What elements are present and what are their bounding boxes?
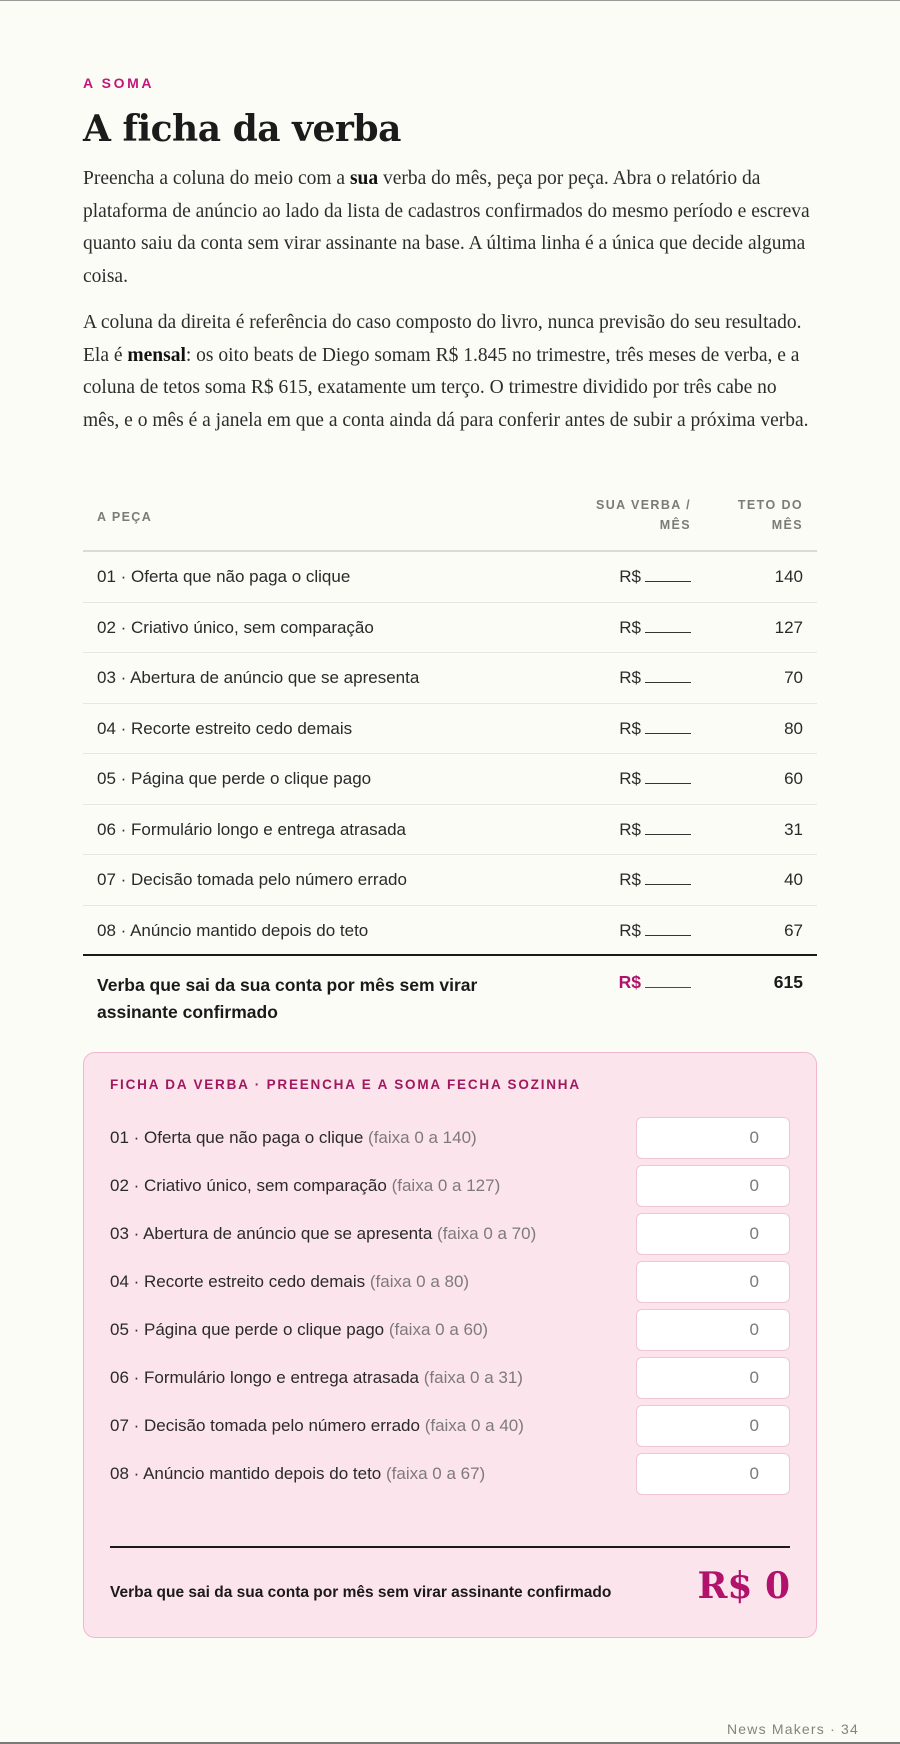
header-verba: SUA VERBA / MÊS (595, 498, 691, 532)
card-total-label: Verba que sai da sua conta por mês sem virar assinante confirmado (110, 1584, 612, 1601)
row-verba-blank: R$ (619, 668, 691, 688)
budget-field (110, 1165, 790, 1207)
budget-field (110, 1261, 790, 1303)
budget-field (110, 1453, 790, 1495)
row-piece-name: 02 · Criativo único, sem comparação (97, 617, 374, 637)
row-cap: 67 (784, 920, 803, 940)
budget-field (110, 1117, 790, 1159)
budget-input[interactable]: 0 (636, 1453, 790, 1495)
row-verba-blank: R$ (619, 719, 691, 739)
budget-field (110, 1309, 790, 1351)
header-teto: TETO DO MÊS (737, 498, 803, 532)
row-cap: 70 (784, 668, 803, 687)
field-label: 08 · Anúncio mantido depois do teto (faixa 0 a 67) (110, 1464, 486, 1483)
field-label: 06 · Formulário longo e entrega atrasada (faixa 0 a 31) (110, 1368, 523, 1387)
table-row (83, 603, 817, 654)
table-row (83, 704, 817, 755)
budget-input[interactable]: 0 (636, 1213, 790, 1255)
budget-table (83, 491, 817, 1042)
table-total-row (83, 956, 817, 1042)
field-label: 01 · Oferta que não paga o clique (faixa 0 a 140) (110, 1128, 477, 1147)
row-verba-blank: R$ (619, 921, 691, 941)
table-row (83, 805, 817, 856)
row-piece-name: 08 · Anúncio mantido depois do teto (97, 920, 369, 940)
row-verba-blank: R$ (619, 870, 691, 890)
table-row (83, 855, 817, 906)
row-cap: 140 (774, 567, 803, 586)
budget-input[interactable]: 0 (636, 1165, 790, 1207)
row-piece-name: 01 · Oferta que não paga o clique (97, 567, 351, 586)
table-header (83, 491, 817, 552)
field-label: 03 · Abertura de anúncio que se apresenta (faixa 0 a 70) (110, 1224, 537, 1243)
budget-form-card (83, 1052, 817, 1638)
field-label: 07 · Decisão tomada pelo número errado (faixa 0 a 40) (110, 1416, 524, 1435)
field-label: 04 · Recorte estreito cedo demais (faixa 0 a 80) (110, 1272, 470, 1291)
row-verba-blank: R$ (619, 567, 691, 587)
row-piece-name: 05 · Página que perde o clique pago (97, 769, 372, 788)
budget-input[interactable]: 0 (636, 1357, 790, 1399)
row-cap: 127 (774, 617, 803, 637)
row-cap: 80 (784, 718, 803, 738)
row-piece-name: 07 · Decisão tomada pelo número errado (97, 870, 407, 889)
row-cap: 40 (784, 870, 803, 889)
section-eyebrow: A SOMA (83, 75, 155, 91)
card-title: FICHA DA VERBA · PREENCHA E A SOMA FECHA SOZINHA (110, 1077, 581, 1092)
total-label: Verba que sai da sua conta por mês sem virar assinante confirmado (97, 975, 478, 1022)
table-row (83, 754, 817, 805)
card-divider (110, 1546, 790, 1548)
field-label: 05 · Página que perde o clique pago (faixa 0 a 60) (110, 1320, 489, 1339)
header-piece: A PEÇA (97, 510, 153, 524)
budget-field (110, 1213, 790, 1255)
row-piece-name: 04 · Recorte estreito cedo demais (97, 718, 353, 738)
field-label: 02 · Criativo único, sem comparação (faixa 0 a 127) (110, 1176, 501, 1195)
row-verba-blank: R$ (619, 820, 691, 840)
budget-input[interactable]: 0 (636, 1261, 790, 1303)
total-cap: 615 (773, 972, 803, 992)
intro-paragraph-1: Preencha a coluna do meio com a sua verba do mês, peça por peça. Abra o relatório da plataforma de anúncio ao lado da lista de cadastros confirmados do mesmo período e escreva quanto saiu da conta sem virar assinante na base. A última linha é a única que decide alguma coisa. (83, 168, 810, 287)
row-verba-blank: R$ (619, 769, 691, 789)
table-row (83, 552, 817, 603)
row-piece-name: 03 · Abertura de anúncio que se apresenta (97, 668, 420, 687)
row-cap: 60 (784, 769, 803, 788)
budget-field (110, 1405, 790, 1447)
page-footer: News Makers · 34 (726, 1721, 859, 1737)
budget-input[interactable]: 0 (636, 1117, 790, 1159)
intro-paragraph-2: A coluna da direita é referência do caso composto do livro, nunca previsão do seu resultado. Ela é mensal: os oito beats de Diego somam R$ 1.845 no trimestre, três meses de verba, e a coluna de tetos soma R$ 615, exatamente um terço. O trimestre dividido por três cabe no mês, e o mês é a janela em que a conta ainda dá para conferir antes de subir a próxima verba. (83, 312, 809, 431)
budget-input[interactable]: 0 (636, 1405, 790, 1447)
row-cap: 31 (784, 819, 803, 839)
budget-input[interactable]: 0 (636, 1309, 790, 1351)
page-title: A ficha da verba (83, 108, 401, 150)
budget-field (110, 1357, 790, 1399)
table-row (83, 653, 817, 704)
card-total-value: R$ 0 (697, 1565, 790, 1607)
row-piece-name: 06 · Formulário longo e entrega atrasada (97, 819, 407, 839)
row-verba-blank: R$ (619, 618, 691, 638)
table-row (83, 906, 817, 957)
total-verba-blank: R$ (619, 972, 691, 993)
